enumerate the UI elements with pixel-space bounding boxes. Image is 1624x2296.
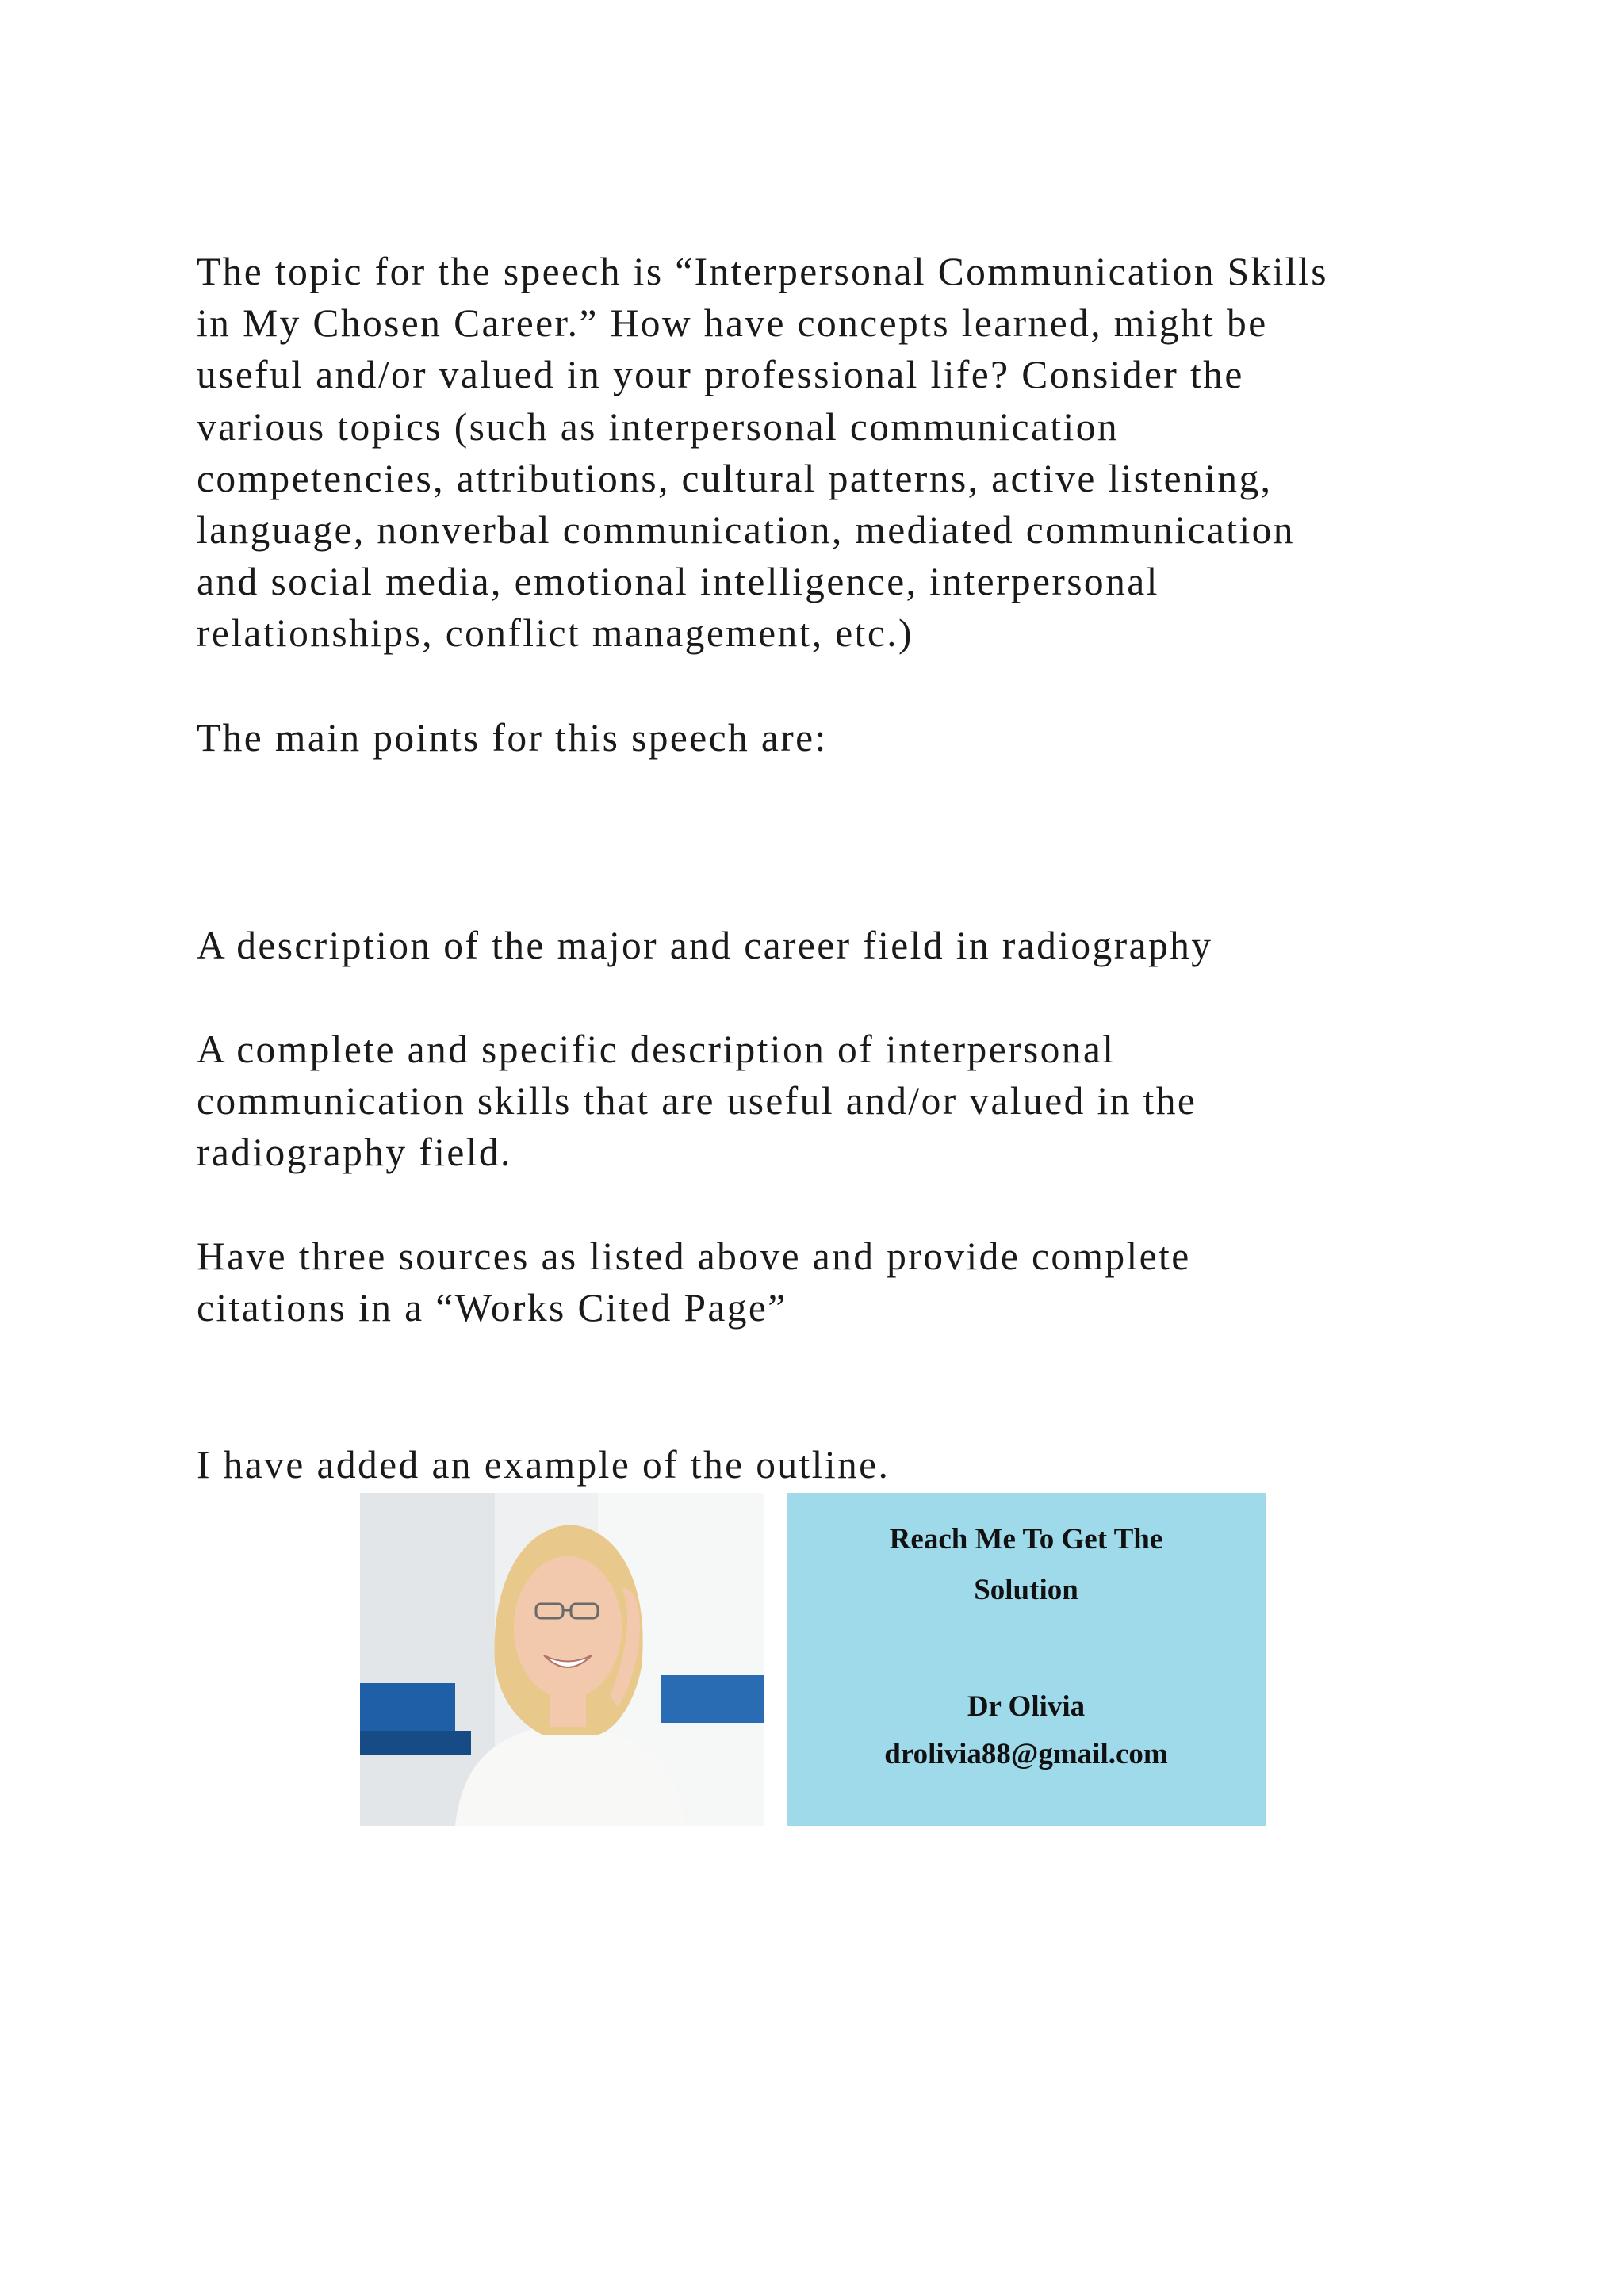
contact-advertisement-banner [360, 1493, 1266, 1826]
woman-portrait-photo [360, 1493, 764, 1826]
main-points-heading: The main points for this speech are: [197, 716, 828, 760]
contact-headline-line-1: Reach Me To Get The [889, 1523, 1163, 1556]
contact-card [787, 1493, 1266, 1826]
contact-headline-line-2: Solution [974, 1574, 1078, 1606]
contact-name: Dr Olivia [967, 1690, 1086, 1723]
example-note-paragraph: I have added an example of the outline. [197, 1443, 891, 1487]
main-point-3: Have three sources as listed above and provide complete citations in a “Works Cited Page” [197, 1234, 1191, 1330]
main-point-1: A description of the major and career field in radiography [197, 924, 1213, 967]
contact-email: drolivia88@gmail.com [884, 1738, 1168, 1770]
main-point-2: A complete and specific description of interpersonal communication skills that are useful and/or valued in the radiography field. [197, 1027, 1197, 1175]
topic-paragraph: The topic for the speech is “Interpersonal Communication Skills in My Chosen Career.” How have concepts learned, might be useful and/or valued in your professional life? Consider the various topics (such as interpersonal communication competencies, attributions, cultural patterns, active listening, language, nonverbal communication, mediated communication and social media, emotional intelligence, interpersonal relationships, conflict management, etc.) [197, 250, 1328, 656]
